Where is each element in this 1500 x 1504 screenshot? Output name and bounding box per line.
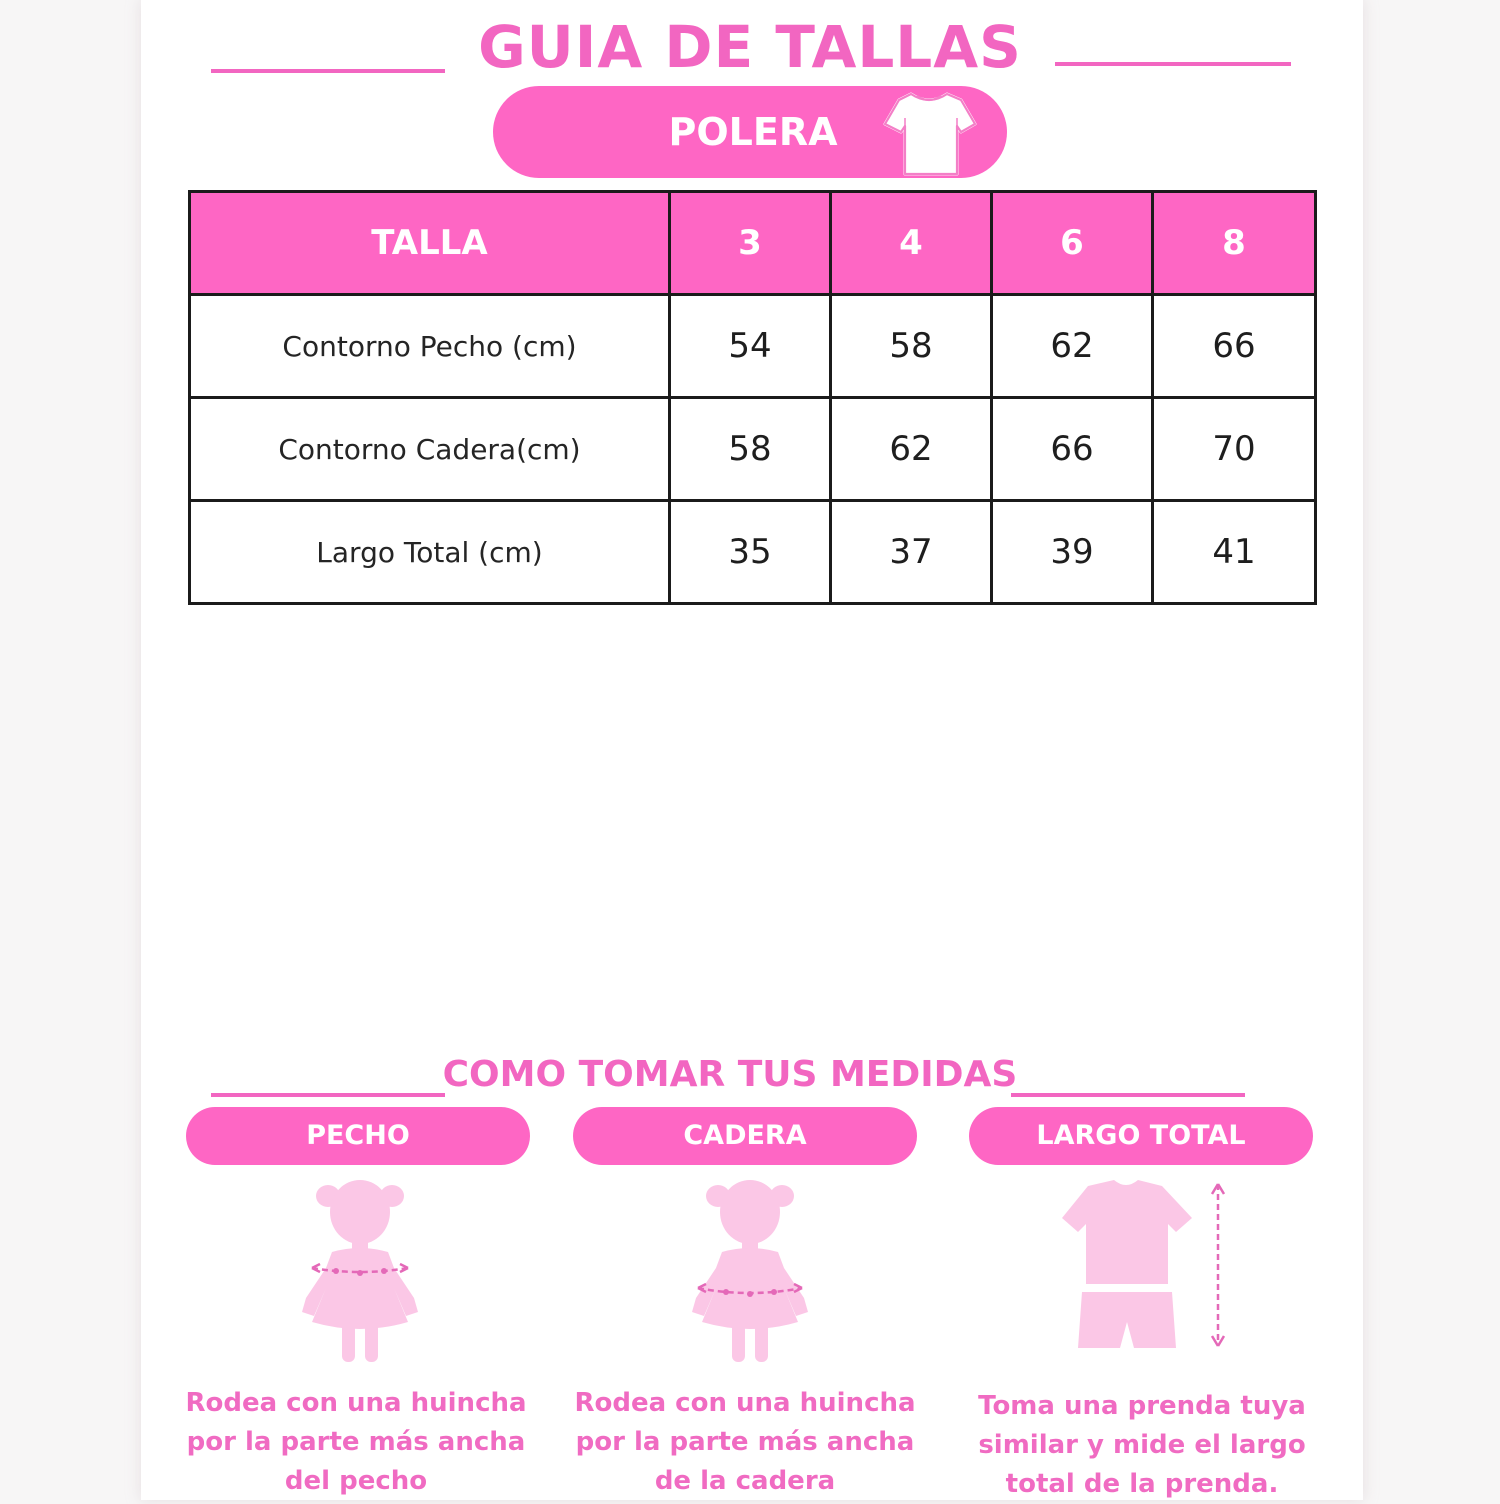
table-cell: 62 bbox=[992, 295, 1153, 398]
title-rule-left bbox=[211, 69, 445, 73]
largo-total-pill: LARGO TOTAL bbox=[969, 1107, 1313, 1165]
largo-total-description: Toma una prenda tuya similar y mide el largo total de la prenda. bbox=[978, 1391, 1306, 1499]
page-title: GUIA DE TALLAS bbox=[478, 13, 1022, 81]
tshirt-icon bbox=[881, 88, 977, 178]
table-cell: 58 bbox=[670, 398, 831, 501]
table-row bbox=[190, 398, 1316, 501]
row-label: Contorno Cadera(cm) bbox=[190, 398, 670, 501]
table-cell: 54 bbox=[670, 295, 831, 398]
garment-label: POLERA bbox=[668, 110, 838, 154]
table-cell: 39 bbox=[992, 501, 1153, 604]
title-rule-right bbox=[1055, 62, 1291, 66]
row-label: Contorno Pecho (cm) bbox=[190, 295, 670, 398]
size-table bbox=[188, 190, 1317, 605]
child-chest-icon bbox=[290, 1172, 430, 1368]
measure-rule-right bbox=[1011, 1093, 1245, 1097]
table-row bbox=[190, 295, 1316, 398]
table-cell: 58 bbox=[831, 295, 992, 398]
child-hip-icon bbox=[680, 1172, 820, 1368]
measure-rule-left bbox=[211, 1093, 445, 1097]
table-cell: 37 bbox=[831, 501, 992, 604]
garment-length-icon bbox=[1058, 1176, 1238, 1354]
cadera-pill: CADERA bbox=[573, 1107, 917, 1165]
column-header-size: 6 bbox=[992, 192, 1153, 295]
column-header-size: 8 bbox=[1153, 192, 1316, 295]
table-cell: 41 bbox=[1153, 501, 1316, 604]
measure-title: COMO TOMAR TUS MEDIDAS bbox=[442, 1054, 1018, 1095]
table-cell: 66 bbox=[1153, 295, 1316, 398]
table-cell: 66 bbox=[992, 398, 1153, 501]
column-header-size: 3 bbox=[670, 192, 831, 295]
table-cell: 62 bbox=[831, 398, 992, 501]
column-header-talla: TALLA bbox=[190, 192, 670, 295]
table-cell: 70 bbox=[1153, 398, 1316, 501]
table-cell: 35 bbox=[670, 501, 831, 604]
table-header-row bbox=[190, 192, 1316, 295]
pecho-pill: PECHO bbox=[186, 1107, 530, 1165]
pecho-description: Rodea con una huincha por la parte más ancha del pecho bbox=[185, 1388, 527, 1496]
cadera-description: Rodea con una huincha por la parte más ancha de la cadera bbox=[574, 1388, 916, 1496]
garment-pill bbox=[493, 86, 1007, 178]
row-label: Largo Total (cm) bbox=[190, 501, 670, 604]
table-row bbox=[190, 501, 1316, 604]
column-header-size: 4 bbox=[831, 192, 992, 295]
